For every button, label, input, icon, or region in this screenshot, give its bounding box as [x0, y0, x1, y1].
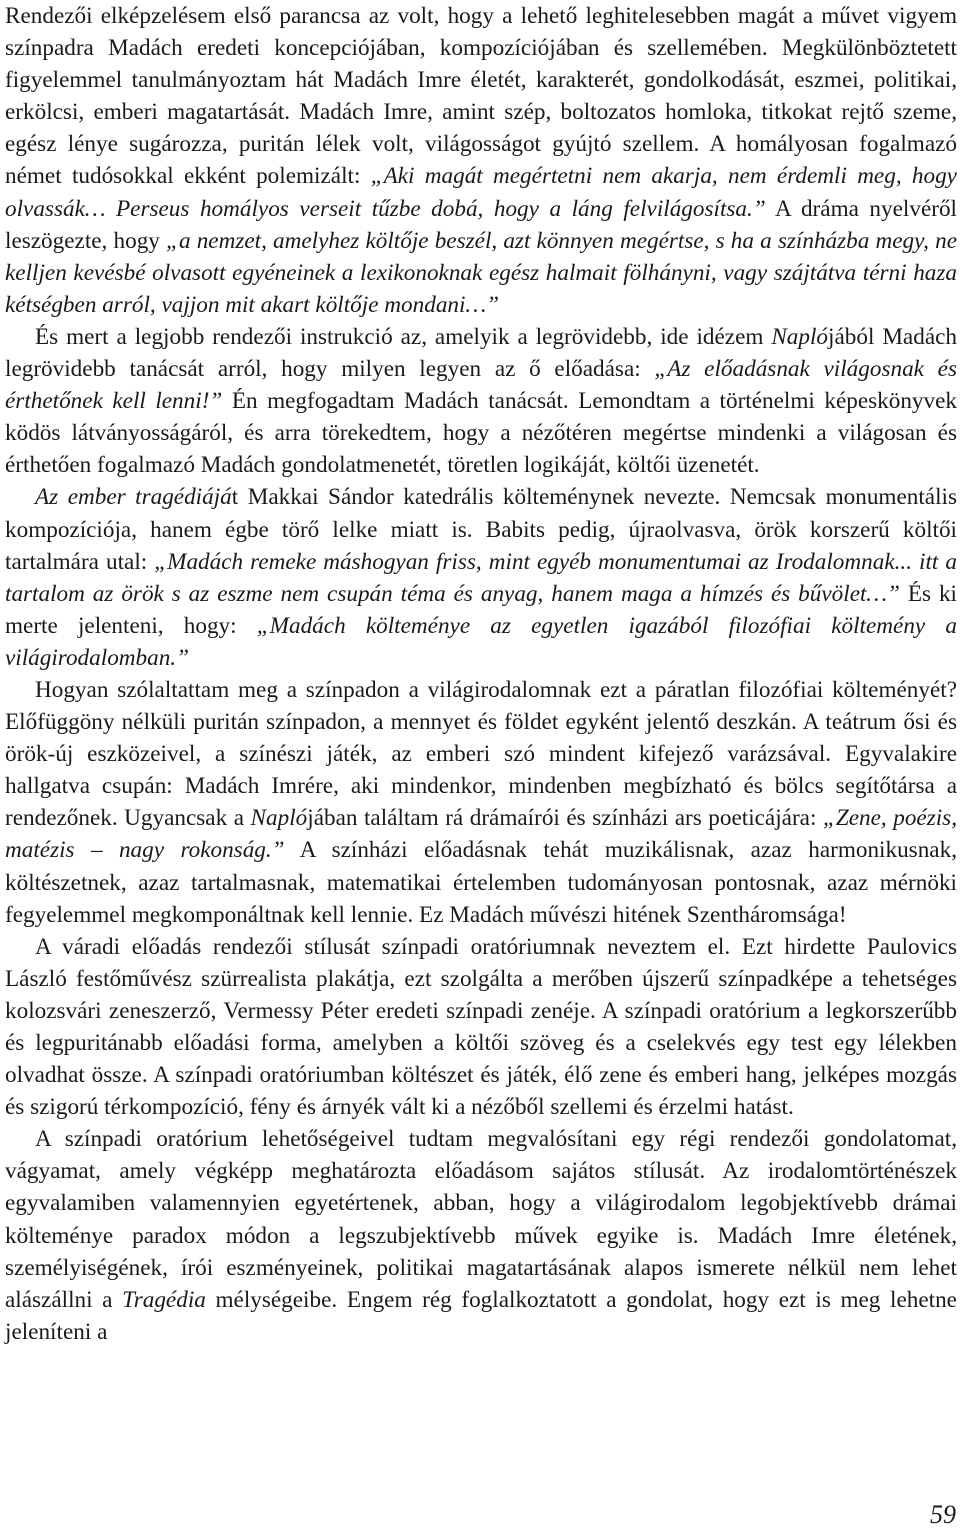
text-run: jában találtam rá drámaírói és színházi ars poeticájára:: [307, 805, 823, 832]
paragraph: [5, 0, 957, 321]
paragraph: [5, 321, 957, 481]
text-run: jából Madách legrövidebb tanácsát arról, hogy milyen legyen az ő előadása:: [5, 323, 957, 383]
paragraph: [5, 1123, 957, 1348]
italic-text: „Aki magát megértetni nem akarja, nem érdemli meg, hogy olvassák… Perseus homályos verseit tűzbe dobá, hogy a láng felvilágosítsa.”: [5, 163, 957, 222]
paragraph: [5, 931, 957, 1124]
italic-text: Napló: [250, 805, 308, 832]
text-run: A színpadi oratórium lehetőségeivel tudtam megvalósítani egy régi rendezői gondolatomat, vágyamat, amely végképp meghatározta előadásom sajátos stílusát. Az irodalomtörténészek egyvalamiben valamennyien egyetértenek, abban, hogy a világirodalom legobjektívebb drámai költeménye paradox módon a legszubjektívebb művek egyike is. Madách Imre életének, személyiségének, írói eszményeinek, politikai magatartásának alapos ismerete nélkül nem lehet alászállni a: [5, 1126, 957, 1313]
italic-text: „Az előadásnak világosnak és érthetőnek kell lenni!”: [5, 356, 957, 415]
italic-text: Tragédia: [122, 1286, 206, 1313]
text-run: És ki merte jelenteni, hogy:: [5, 580, 957, 639]
page-number: 59: [930, 1500, 956, 1529]
text-run: t Makkai Sándor katedrális költeménynek nevezte. Nemcsak monumentális kompozíciója, hanem égbe törő lelke miatt is. Babits pedig, újraolvasva, örök korszerű költői tartalmára utal:: [5, 484, 957, 575]
text-run: Hogyan szólaltattam meg a színpadon a világirodalomnak ezt a páratlan filozófiai költeményét? Előfüggöny nélküli puritán színpadon, a mennyet és földet egyként jelentő deszkán. A teátrum ősi és örök-új eszközeivel, a színészi játék, az emberi szó mindent kifejező varázsával. Egyvalakire hallgatva csupán: Madách Imrére, aki mindenkor, mindenben megbízható és bölcs segítőtársa a rendezőnek. Ugyancsak a: [5, 676, 957, 832]
italic-text: „a nemzet, amelyhez költője beszél, azt könnyen megértse, s ha a színházba megy, ne kelljen kevésbé olvasott egyéneinek a lexikonoknak egész halmait fölhányni, vagy szájtátva térni haza kétségben arról, vajjon mit akart költője mondani…”: [5, 227, 957, 318]
italic-text: „Madách remeke máshogyan friss, mint egyéb monumentumai az Irodalomnak... itt a tartalom az örök s az eszme nem csupán téma és anyag, hanem maga a hímzés és bűvölet…”: [5, 548, 957, 607]
text-run: Én megfogadtam Madách tanácsát. Lemondtam a történelmi képeskönyvek ködös látványosságáról, és arra törekedtem, hogy a nézőtéren megértse mindenki a világosan és érthetően fogalmazó Madách gondolatmenetét, töretlen logikáját, költői üzenetét.: [5, 388, 957, 479]
text-run: A színházi előadásnak tehát muzikálisnak, azaz harmonikusnak, költészetnek, azaz tartalmasnak, matematikai értelemben tudományosan pontosnak, azaz mérnöki fegyelemmel megkomponáltnak kell lennie. Ez Madách művészi hitének Szentháromsága!: [5, 837, 957, 928]
paragraph: [5, 481, 957, 674]
italic-text: Az ember tragédiájá: [35, 484, 232, 511]
paragraph: [5, 674, 957, 931]
body-text: [5, 0, 957, 1348]
document-page: [5, 0, 957, 1348]
italic-text: „Zene, poézis, matézis – nagy rokonság.”: [5, 805, 958, 864]
text-run: És mert a legjobb rendezői instrukció az, amelyik a legrövidebb, ide idézem: [35, 323, 772, 350]
italic-text: „Madách költeménye az egyetlen igazából filozófiai költemény a világirodalomban.”: [5, 612, 957, 671]
text-run: A dráma nyelvéről leszögezte, hogy: [5, 195, 957, 254]
text-run: mélységeibe. Engem rég foglalkoztatott a gondolat, hogy ezt is meg lehetne jeleníteni a: [5, 1286, 957, 1345]
text-run: A váradi előadás rendezői stílusát színpadi oratóriumnak neveztem el. Ezt hirdette Paulovics László festőművész szürrealista plakátja, ezt szolgálta a merőben újszerű színpadképe a tehetséges kolozsvári zeneszerző, Vermessy Péter eredeti színpadi zenéje. A színpadi oratórium a legkorszerűbb és legpuritánabb előadási forma, amelyben a költői szöveg és a cselekvés egy test egy lélekben olvadhat össze. A színpadi oratóriumban költészet és játék, élő zene és emberi hang, jelképes mozgás és szigorú térkompozíció, fény és árnyék vált ki a nézőből szellemi és érzelmi hatást.: [5, 933, 957, 1121]
italic-text: Napló: [771, 323, 829, 350]
text-run: Rendezői elképzelésem első parancsa az volt, hogy a lehető leghitelesebben magát a művet vigyem színpadra Madách eredeti koncepciójában, kompozíciójában és szellemében. Megkülönböztetett figyelemmel tanulmányoztam hát Madách Imre életét, karakterét, gondolkodását, eszmei, politikai, erkölcsi, emberi magatartását. Madách Imre, amint szép, boltozatos homloka, titkokat rejtő szeme, egész lénye sugározza, puritán lélek volt, világosságot gyújtó szellem. A homályosan fogalmazó német tudósokkal ekként polemizált:: [5, 3, 957, 190]
